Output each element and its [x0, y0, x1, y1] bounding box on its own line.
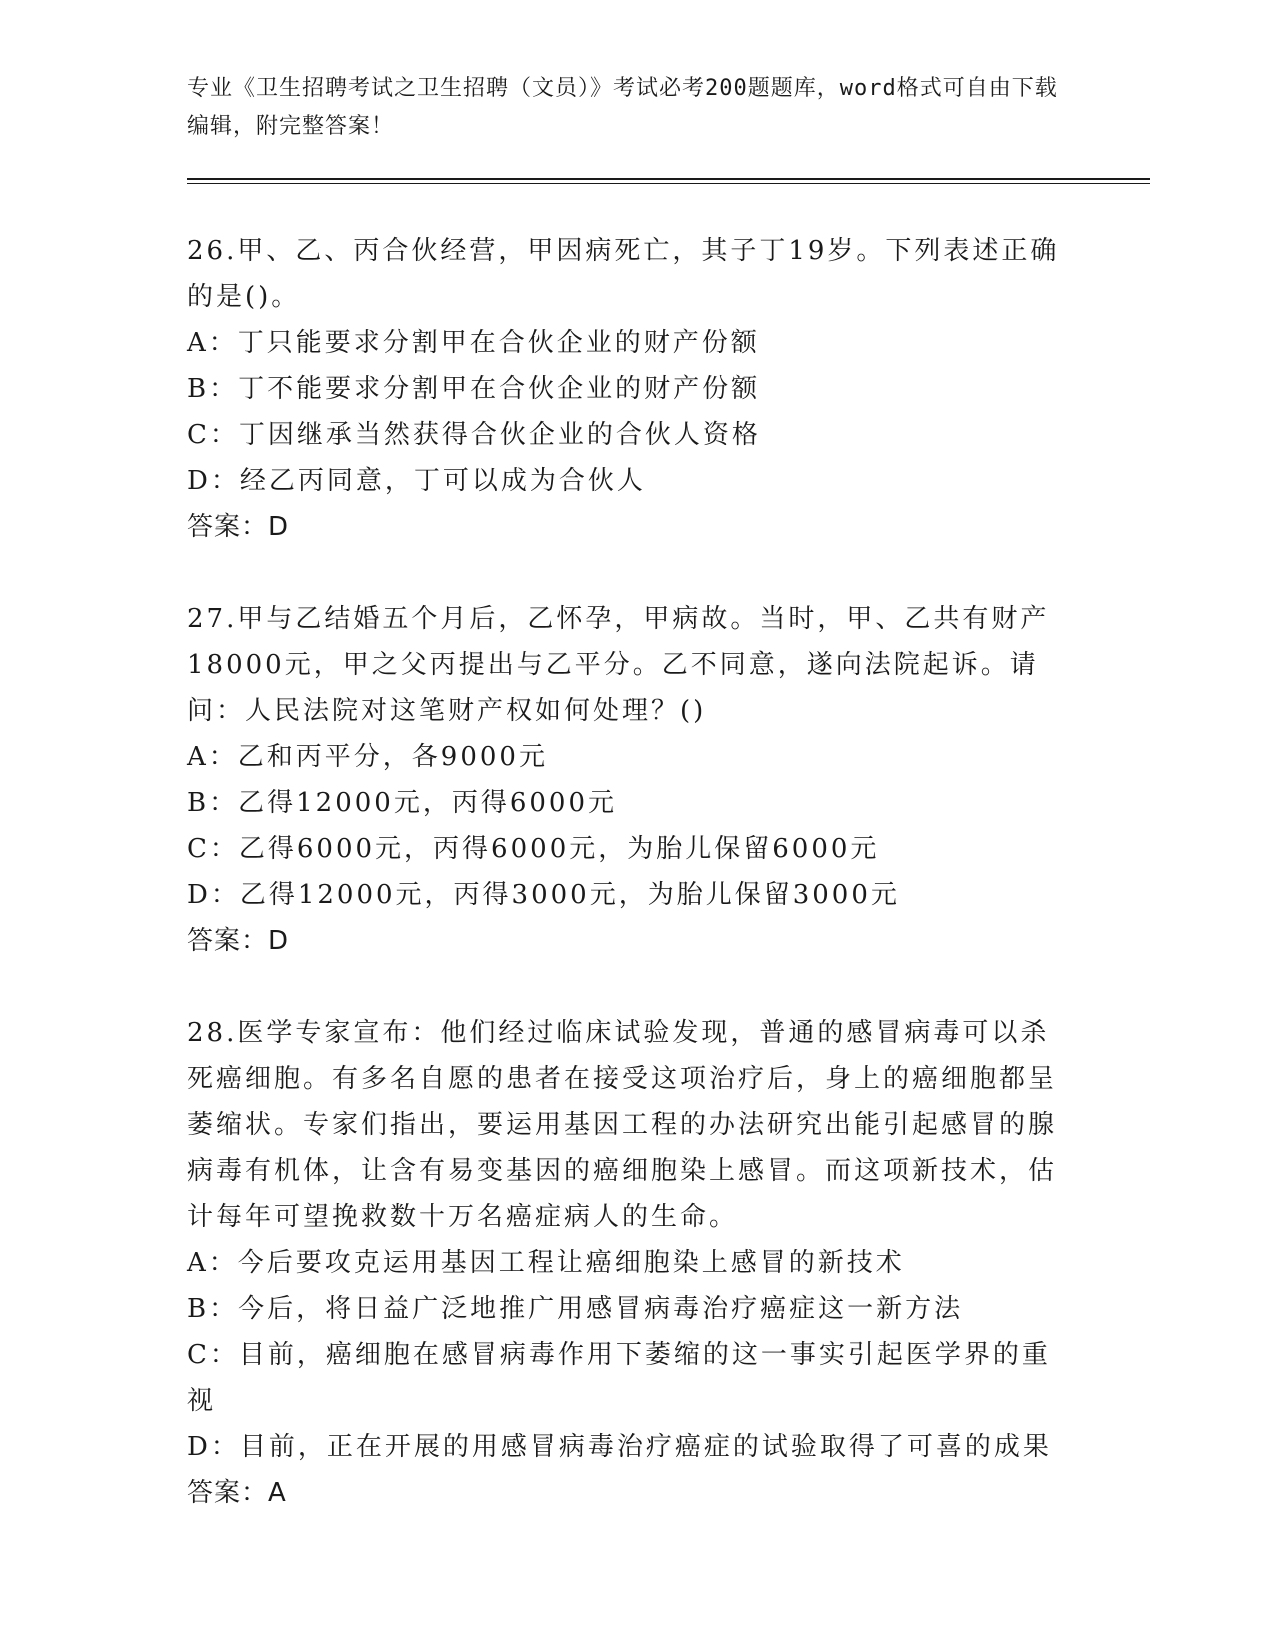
- question-stem: 26.甲、乙、丙合伙经营，甲因病死亡，其子丁19岁。下列表述正确的是()。: [187, 236, 1060, 312]
- question-28: [187, 1010, 1077, 1516]
- option-b: B：乙得12000元，丙得6000元: [187, 788, 617, 818]
- question-stem: 27.甲与乙结婚五个月后，乙怀孕，甲病故。当时，甲、乙共有财产18000元，甲之父丙提出与乙平分。乙不同意，遂向法院起诉。请问：人民法院对这笔财产权如何处理？(): [187, 604, 1050, 726]
- option-d: D：经乙丙同意，丁可以成为合伙人: [187, 466, 646, 496]
- option-a: A：丁只能要求分割甲在合伙企业的财产份额: [187, 328, 760, 358]
- answer-label: 答案：D: [187, 512, 290, 542]
- option-c: C：丁因继承当然获得合伙企业的合伙人资格: [187, 420, 761, 450]
- header-divider-thick: [187, 178, 1150, 180]
- option-a: A：乙和丙平分，各9000元: [187, 742, 548, 772]
- option-a: A：今后要攻克运用基因工程让癌细胞染上感冒的新技术: [187, 1248, 905, 1278]
- question-26: [187, 228, 1077, 550]
- option-c: C：乙得6000元，丙得6000元，为胎儿保留6000元: [187, 834, 880, 864]
- question-spacer: [187, 550, 1077, 596]
- header-divider-thin: [187, 183, 1150, 184]
- option-b: B：丁不能要求分割甲在合伙企业的财产份额: [187, 374, 761, 404]
- option-c: C：目前，癌细胞在感冒病毒作用下萎缩的这一事实引起医学界的重视: [187, 1340, 1051, 1416]
- document-header: 专业《卫生招聘考试之卫生招聘（文员）》考试必考200题题库，word格式可自由下载编辑，附完整答案！: [187, 76, 1058, 139]
- option-d: D：目前，正在开展的用感冒病毒治疗癌症的试验取得了可喜的成果: [187, 1432, 1052, 1462]
- option-b: B：今后，将日益广泛地推广用感冒病毒治疗癌症这一新方法: [187, 1294, 964, 1324]
- question-list: [187, 228, 1077, 1516]
- question-27: [187, 596, 1077, 964]
- answer-label: 答案：A: [187, 1478, 287, 1508]
- answer-label: 答案：D: [187, 926, 290, 956]
- option-d: D：乙得12000元，丙得3000元，为胎儿保留3000元: [187, 880, 900, 910]
- question-spacer: [187, 964, 1077, 1010]
- question-stem: 28.医学专家宣布：他们经过临床试验发现，普通的感冒病毒可以杀死癌细胞。有多名自愿的患者在接受这项治疗后，身上的癌细胞都呈萎缩状。专家们指出，要运用基因工程的办法研究出能引起感冒的腺病毒有机体，让含有易变基因的癌细胞染上感冒。而这项新技术，估计每年可望挽救数十万名癌症病人的生命。: [187, 1018, 1058, 1232]
